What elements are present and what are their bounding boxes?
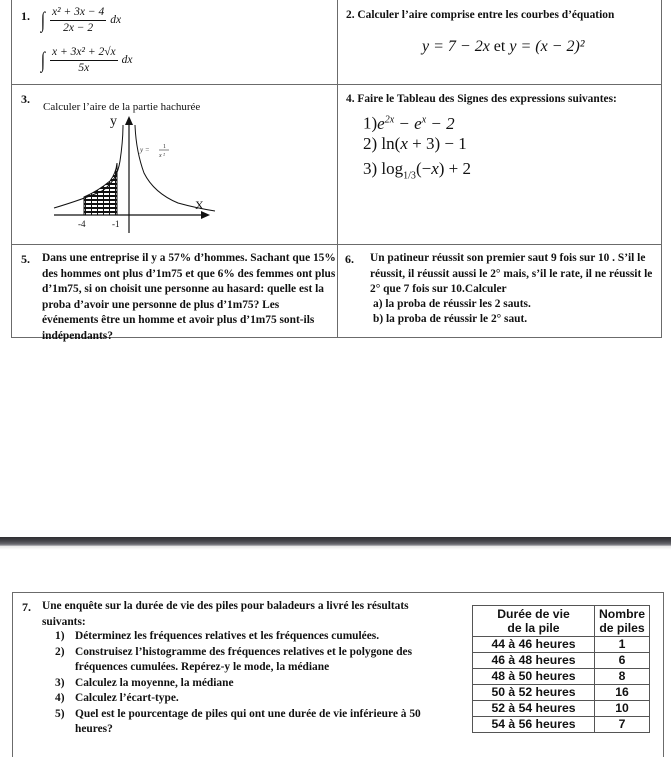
integral-1: ∫ $\frac{\text{x² + 3x − 4}}{2x - 2}$ dx xyxy=(40,6,122,34)
exercise-2-prompt: 2. Calculer l’aire comprise entre les courbes d’équation xyxy=(346,9,615,21)
exercise-3-prompt: Calculer l’aire de la partie hachurée xyxy=(43,101,201,113)
page-separator-band xyxy=(0,537,671,546)
exercise-6-cell xyxy=(338,245,663,338)
exercise-number: 5. xyxy=(21,252,30,266)
exercise-5-text: Dans une entreprise il y a 57% d’hommes. Sachant que 15% des hommes ont plus d’1m75 et que 6% des femmes ont plus d’1m75, si on choisit une personne au hasard: quelle est la proba d’avoir une personne de plus d’1m75? Les événements être un homme et avoir plus d’1m75 sont-ils indépendants? xyxy=(42,252,336,342)
question-item: 5) Quel est le pourcentage de piles qui ont une durée de vie inférieure à 50 heures? xyxy=(55,707,421,735)
exercise-5-cell xyxy=(12,245,337,342)
table-row: 46 à 48 heures 6 xyxy=(473,653,650,669)
integral-2: ∫ $\frac{\text{x + 3x² + 2√x}}{5x}$ dx xyxy=(40,46,133,74)
table-header-row xyxy=(473,606,650,637)
exercise-1-cell xyxy=(12,0,337,84)
hyperbola-graph xyxy=(40,111,225,237)
question-item: 2) Construisez l’histogramme des fréquences relatives et le polygone des fréquences cumulées. Repérez-y le mode, la médiane xyxy=(55,645,413,673)
fraction: $\frac{\text{x² + 3x − 4}}{2x - 2}$ xyxy=(52,6,105,34)
question-item: 3) Calculez la moyenne, la médiane xyxy=(55,676,234,689)
y-axis-label: y xyxy=(110,114,117,129)
battery-life-table xyxy=(472,605,650,733)
exercise-grid xyxy=(11,0,662,342)
svg-text:1: 1 xyxy=(163,144,166,150)
integral-sign-icon: ∫ xyxy=(40,47,46,73)
page-separator-shadow xyxy=(0,546,671,550)
x-axis-arrow-icon xyxy=(201,211,210,219)
exercise-4-prompt: 4. Faire le Tableau des Signes des expressions suivantes: xyxy=(346,93,617,105)
curve-equations: y = 7 − 2x et y = (x − 2)² xyxy=(422,38,585,55)
svg-text:x ²: x ² xyxy=(159,153,165,159)
exercise-7-text: Une enquête sur la durée de vie des piles pour baladeurs a livré les résultats suivants: xyxy=(42,600,409,628)
question-item: 4) Calculez l’écart-type. xyxy=(55,692,179,704)
hatched-area xyxy=(84,163,117,215)
fraction: $\frac{\text{x + 3x² + 2√x}}{5x}$ xyxy=(52,46,116,74)
integral-sign-icon: ∫ xyxy=(40,7,46,33)
table-row: 44 à 46 heures 1 xyxy=(473,637,650,653)
exercise-6-item-a: a) la proba de réussir les 2 sauts. xyxy=(373,298,531,310)
exercise-6-text: Un patineur réussit son premier saut 9 fois sur 10 . S’il le réussit, il réussit aussi le 2° mais, s’il le rate, il ne réussit le 2° que 7 fois sur 10.Calculer xyxy=(370,252,653,295)
exercise-4-cell xyxy=(338,85,663,244)
exercise-number: 3. xyxy=(21,92,30,106)
curve-label: y = xyxy=(140,146,150,154)
tick-label: -1 xyxy=(112,219,120,229)
table-row: 54 à 56 heures 7 xyxy=(473,717,650,733)
table-row: 50 à 52 heures 16 xyxy=(473,685,650,701)
question-item: 1) Déterminez les fréquences relatives et les fréquences cumulées. xyxy=(55,630,380,642)
table-row: 52 à 54 heures 10 xyxy=(473,701,650,717)
tick-label: -4 xyxy=(78,219,86,229)
exercise-3-cell xyxy=(12,85,337,244)
expression-3: 3) $\log_{1/3}(-x) + 2$ xyxy=(363,159,471,182)
exercise-number: 1. xyxy=(21,9,30,23)
header-duration: Durée de vie de la pile xyxy=(473,606,595,637)
expression-2: 2) ln(x + 3) − 1 xyxy=(363,134,467,153)
header-count: Nombre de piles xyxy=(595,606,650,637)
exercise-number: 7. xyxy=(22,600,31,614)
exercise-2-cell xyxy=(338,0,663,84)
table-row: 48 à 50 heures 8 xyxy=(473,669,650,685)
x-axis-label: X xyxy=(195,198,204,212)
exercise-6-item-b: b) la proba de réussir le 2° saut. xyxy=(373,313,528,325)
exercise-number: 6. xyxy=(345,252,354,266)
expression-1: $1)e^{2x} - e^x - 2$ xyxy=(363,113,455,133)
exercise-7-questions xyxy=(55,629,455,738)
y-axis-arrow-icon xyxy=(125,116,133,125)
